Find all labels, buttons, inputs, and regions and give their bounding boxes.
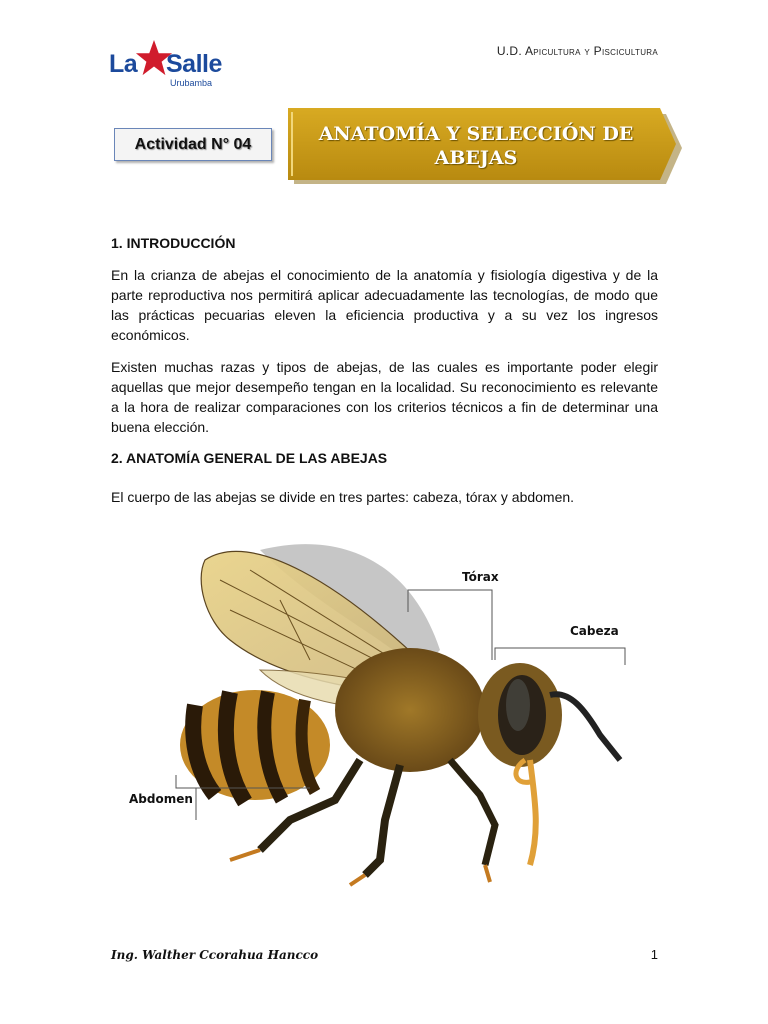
activity-label: Actividad N° 04 xyxy=(134,135,252,153)
paragraph: Existen muchas razas y tipos de abejas, de las cuales es importante poder elegir aquellas que mejor desempeño tengan en la localidad. Su reconocimiento es relevante a la hora de realizar comparaciones con los criterios técnicos a fin de determinar una buena elección. xyxy=(111,359,658,435)
logo-subtitle: Urubamba xyxy=(170,78,213,88)
title-banner xyxy=(288,108,684,188)
footer-author: Ing. Walther Ccorahua Hancco xyxy=(111,948,319,962)
activity-box xyxy=(114,128,272,161)
logo-word-salle: Salle xyxy=(166,50,222,78)
paragraph: En la crianza de abejas el conocimiento de la anatomía y fisiología digestiva y de la parte reproductiva nos permitirá aplicar adecuadamente las tecnologías, de modo que las prácticas pecuarias eleven la eficiencia productiva y a su vez los ingresos económicos. xyxy=(111,267,658,343)
title-line-2: ABEJAS xyxy=(434,147,518,169)
page-title xyxy=(288,122,664,170)
page-number: 1 xyxy=(650,947,658,962)
section-heading-introduccion: 1. INTRODUCCIÓN xyxy=(111,235,236,251)
la-salle-logo xyxy=(108,36,238,92)
logo-word-la: La xyxy=(109,50,138,78)
unit-title: U.D. Apicultura y Piscicultura xyxy=(496,44,658,58)
bee-anatomy-figure xyxy=(110,520,658,905)
title-line-1: ANATOMÍA Y SELECCIÓN DE xyxy=(318,123,634,145)
label-abdomen: Abdomen xyxy=(129,792,193,806)
label-cabeza: Cabeza xyxy=(570,624,619,638)
bee-illustration xyxy=(110,520,658,905)
section-heading-anatomia: 2. ANATOMÍA GENERAL DE LAS ABEJAS xyxy=(111,450,388,466)
paragraph: El cuerpo de las abejas se divide en tres partes: cabeza, tórax y abdomen. xyxy=(111,489,575,505)
label-torax: Tórax xyxy=(462,570,499,584)
